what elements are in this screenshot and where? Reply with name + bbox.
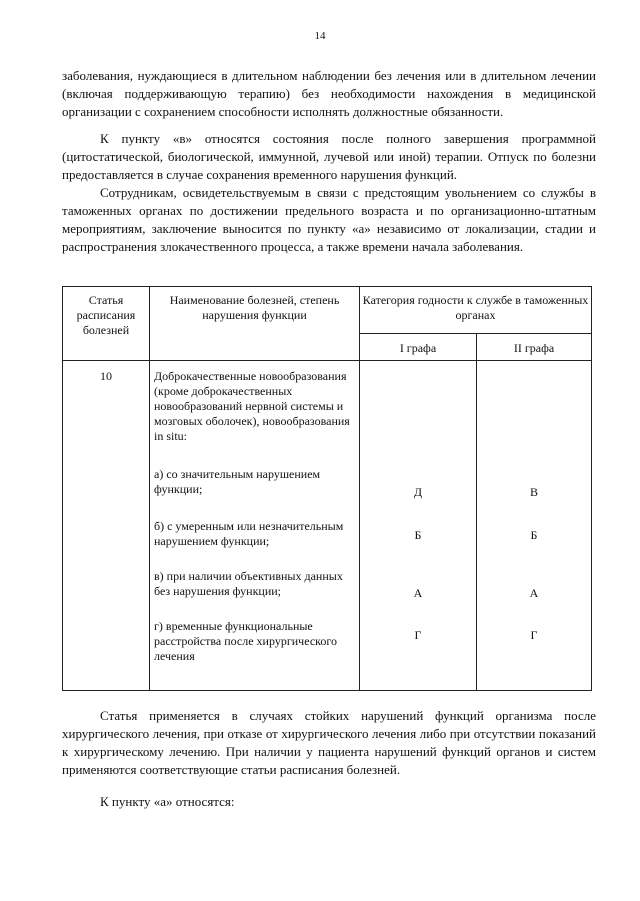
- paragraph-item-v: К пункту «в» относятся состояния после полного завершения программной (цитостатической, биологической, иммунной, лучевой или иной) терапии. Отпуск по болезни предоставляется в случае сохранения временного нарушения функций.: [62, 131, 596, 182]
- category-a-col-ii: В: [529, 485, 538, 499]
- header-category: Категория годности к службе в таможенных органах: [360, 287, 592, 334]
- paragraph-continuation: заболевания, нуждающиеся в длительном наблюдении без лечения или в длительном лечении (включая поддерживающую терапию) без необходимости нахождения в медицинской организации с сохранением способности исполнять должностные обязанности.: [62, 68, 596, 119]
- category-b-col-ii: Б: [530, 528, 538, 542]
- disease-title: Доброкачественные новообразования (кроме доброкачественных новообразований нервной системы и мозговых оболочек), новообразования in situ:: [154, 369, 350, 443]
- subitem-v: в) при наличии объективных данных без нарушения функции;: [154, 569, 343, 598]
- table-header-row: [63, 287, 592, 334]
- header-disease-name: Наименование болезней, степень нарушения функции: [150, 287, 360, 361]
- paragraph-retirement: Сотрудникам, освидетельствуемым в связи с предстоящим увольнением со службы в таможенных органах по достижении предельного возраста и по организационно-штатным мероприятиям, заключение выносится по пункту «а» независимо от локализации, стадии и распространения злокачественного процесса, а также времени начала заболевания.: [62, 185, 596, 254]
- paragraph-item-a-intro: К пункту «а» относятся:: [100, 794, 235, 809]
- header-column-ii: II графа: [477, 334, 592, 361]
- header-article: Статья расписания болезней: [63, 287, 150, 361]
- paragraph-article-application: Статья применяется в случаях стойких нарушений функций организма после хирургического лечения, при отказе от хирургического лечения либо при отсутствии показаний к хирургическому лечению. При наличии у пациента нарушений функций органов и систем применяются соответствующие статьи расписания болезней.: [62, 708, 596, 777]
- subitem-b: б) с умеренным или незначительным нарушением функции;: [154, 519, 344, 548]
- disease-schedule-table: [62, 286, 592, 691]
- category-g-col-ii: Г: [530, 628, 538, 642]
- subitem-a: а) со значительным нарушением функции;: [154, 467, 321, 496]
- page-number: 14: [314, 30, 326, 42]
- column-i-values: [360, 361, 477, 691]
- category-b-col-i: Б: [414, 528, 422, 542]
- subitem-g: г) временные функциональные расстройства после хирургического лечения: [154, 619, 337, 663]
- category-v-col-ii: А: [529, 586, 539, 600]
- category-v-col-i: А: [413, 586, 423, 600]
- article-number: 10: [63, 361, 150, 691]
- category-g-col-i: Г: [414, 628, 422, 642]
- header-column-i: I графа: [360, 334, 477, 361]
- column-ii-values: [477, 361, 592, 691]
- table-row: [63, 361, 592, 691]
- category-a-col-i: Д: [413, 485, 423, 499]
- disease-description: [150, 361, 360, 691]
